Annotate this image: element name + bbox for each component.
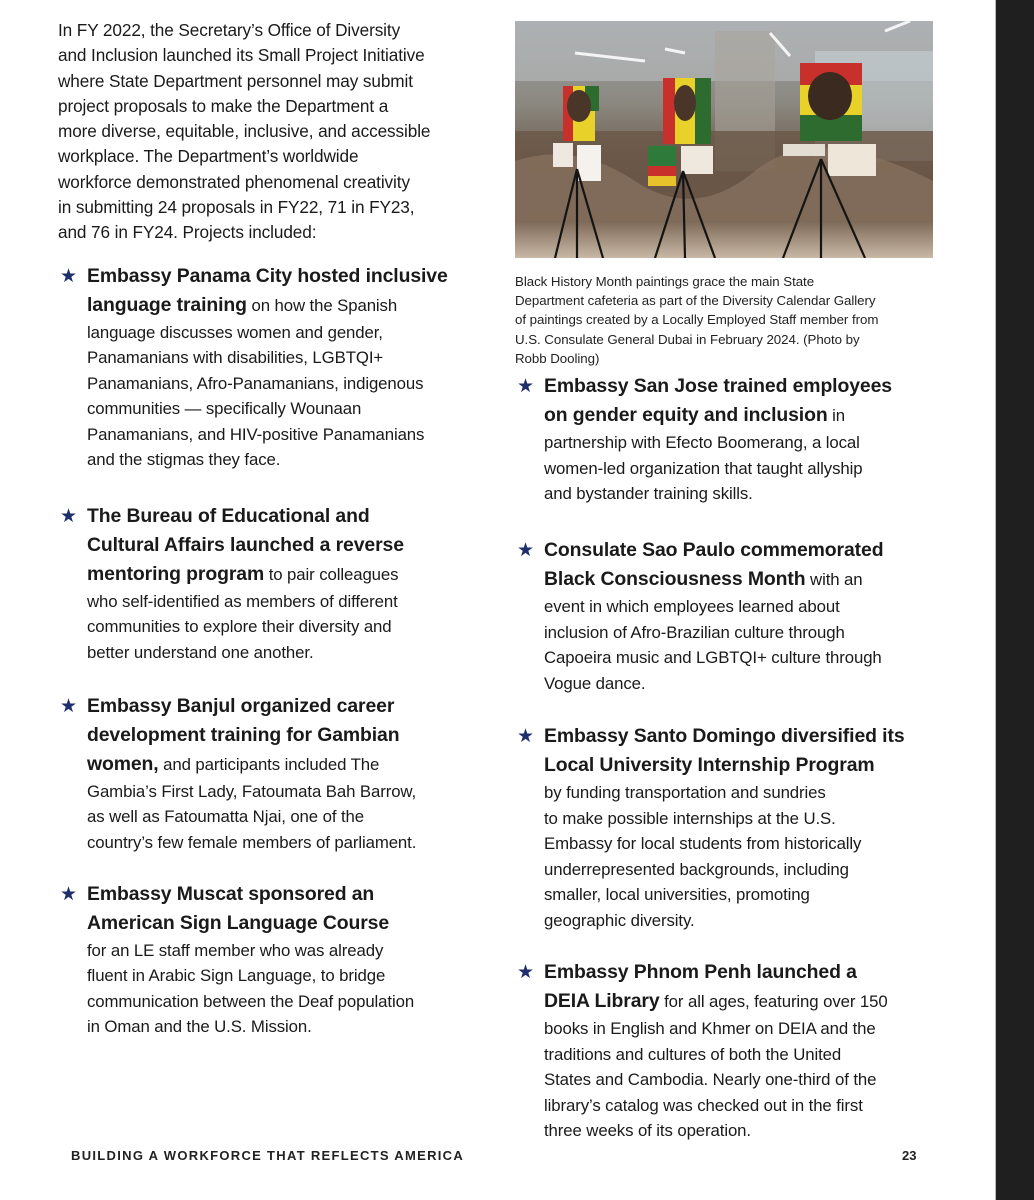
project-description: to make possible internships at the U.S.: [544, 808, 836, 828]
photo-caption: [515, 272, 940, 368]
project-description: in: [827, 406, 846, 425]
project-description: and bystander training skills.: [544, 484, 753, 503]
project-headline: DEIA Library: [544, 990, 660, 1012]
project-item: [58, 692, 527, 856]
project-description: books in English and Khmer on DEIA and the: [544, 1019, 876, 1038]
project-description: three weeks of its operation.: [544, 1121, 751, 1140]
project-description: fluent in Arabic Sign Language, to bridge: [87, 966, 386, 986]
project-description: smaller, local universities, promoting: [544, 885, 810, 904]
project-description: Panamanians, Afro-Panamanians, indigenous: [87, 373, 424, 393]
project-headline: Local University Internship Program: [544, 754, 875, 776]
project-description: to pair colleagues: [264, 564, 399, 584]
project-description: Embassy for local students from historically: [544, 834, 862, 853]
project-item: [515, 958, 969, 1144]
caption-line: U.S. Consulate General Dubai in February 2024. (Photo by: [515, 331, 860, 347]
intro-line: project proposals to make the Department a: [58, 95, 389, 116]
project-item: [515, 536, 969, 696]
project-item: [58, 262, 527, 473]
project-description: on how the Spanish: [246, 295, 398, 315]
project-headline: women,: [87, 752, 159, 775]
project-description: for an LE staff member who was already: [87, 940, 384, 960]
project-description: and participants included The: [158, 754, 380, 774]
project-description: geographic diversity.: [544, 910, 695, 930]
project-headline: Cultural Affairs launched a reverse: [87, 533, 404, 556]
project-headline: mentoring program: [87, 562, 265, 585]
project-description: partnership with Efecto Boomerang, a local: [544, 433, 860, 452]
star-icon: ★: [60, 695, 78, 717]
intro-paragraph: [58, 18, 498, 246]
project-description: communities — specifically Wounaan: [87, 399, 362, 419]
project-headline: Embassy Banjul organized career: [87, 694, 395, 717]
project-description: women-led organization that taught allyship: [544, 458, 863, 478]
project-headline: language training: [87, 293, 247, 316]
star-icon: ★: [60, 505, 78, 527]
intro-line: workplace. The Department’s worldwide: [58, 146, 359, 167]
project-description: underrepresented backgrounds, including: [544, 859, 849, 879]
intro-line: workforce demonstrated phenomenal creativity: [58, 171, 410, 192]
project-headline: Embassy Panama City hosted inclusive: [87, 264, 448, 287]
intro-line: in submitting 24 proposals in FY22, 71 in FY23,: [58, 197, 415, 218]
project-description: better understand one another.: [87, 642, 314, 662]
project-description: Capoeira music and LGBTQI+ culture through: [544, 648, 882, 667]
footer-title: BUILDING A WORKFORCE THAT REFLECTS AMERICA: [71, 1148, 465, 1163]
project-description: States and Cambodia. Nearly one-third of the: [544, 1070, 877, 1089]
caption-line: of paintings created by a Locally Employed Staff member from: [515, 312, 879, 328]
star-icon: ★: [517, 540, 535, 561]
photo-illustration: [515, 21, 933, 258]
star-icon: ★: [517, 962, 535, 983]
project-description: inclusion of Afro-Brazilian culture through: [544, 622, 845, 642]
project-item: [58, 502, 527, 666]
star-icon: ★: [60, 883, 78, 905]
project-description: communities to explore their diversity and: [87, 617, 392, 637]
left-column: [58, 18, 498, 1037]
star-icon: ★: [517, 376, 535, 397]
viewer-dark-margin: [995, 0, 1034, 1200]
intro-line: and Inclusion launched its Small Project Initiative: [58, 45, 425, 66]
intro-line: and 76 in FY24. Projects included:: [58, 222, 317, 243]
project-description: event in which employees learned about: [544, 597, 840, 616]
intro-line: more diverse, equitable, inclusive, and accessible: [58, 121, 431, 142]
project-description: with an: [805, 570, 863, 589]
project-description: who self-identified as members of different: [87, 591, 398, 611]
project-headline: Embassy Phnom Penh launched a: [544, 961, 857, 983]
project-description: Vogue dance.: [544, 673, 646, 693]
project-description: country’s few female members of parliament.: [87, 832, 417, 852]
project-description: library’s catalog was checked out in the first: [544, 1095, 863, 1115]
project-headline: on gender equity and inclusion: [544, 404, 828, 426]
project-headline: Embassy Muscat sponsored an: [87, 882, 375, 905]
project-description: by funding transportation and sundries: [544, 783, 826, 802]
project-item: [515, 372, 969, 507]
star-icon: ★: [60, 265, 78, 287]
project-headline: development training for Gambian: [87, 723, 400, 746]
page-number: 23: [902, 1148, 917, 1163]
project-description: Panamanians, and HIV-positive Panamanians: [87, 424, 425, 444]
project-headline: Black Consciousness Month: [544, 568, 806, 590]
project-item: [58, 880, 527, 1040]
project-description: Gambia’s First Lady, Fatoumata Bah Barrow,: [87, 781, 417, 801]
project-description: Panamanians with disabilities, LGBTQI+: [87, 348, 384, 368]
caption-line: Robb Dooling): [515, 350, 600, 366]
project-item: [515, 722, 969, 933]
project-description: and the stigmas they face.: [87, 450, 281, 470]
project-description: traditions and cultures of both the United: [544, 1044, 842, 1064]
project-description: communication between the Deaf population: [87, 991, 415, 1011]
project-description: for all ages, featuring over 150: [659, 992, 888, 1011]
project-headline: Embassy Santo Domingo diversified its: [544, 725, 905, 747]
cafeteria-photo: [515, 21, 933, 258]
intro-line: In FY 2022, the Secretary’s Office of Diversity: [58, 20, 401, 40]
project-headline: Consulate Sao Paulo commemorated: [544, 539, 884, 561]
caption-line: Department cafeteria as part of the Diversity Calendar Gallery: [515, 293, 876, 309]
project-description: in Oman and the U.S. Mission.: [87, 1017, 312, 1037]
project-headline: American Sign Language Course: [87, 911, 390, 934]
intro-line: where State Department personnel may submit: [58, 70, 413, 91]
project-headline: The Bureau of Educational and: [87, 504, 370, 527]
star-icon: ★: [517, 726, 535, 747]
project-description: language discusses women and gender,: [87, 322, 383, 342]
project-headline: Embassy San Jose trained employees: [544, 375, 892, 397]
caption-line: Black History Month paintings grace the main State: [515, 274, 815, 289]
project-description: as well as Fatoumatta Njai, one of the: [87, 807, 364, 827]
